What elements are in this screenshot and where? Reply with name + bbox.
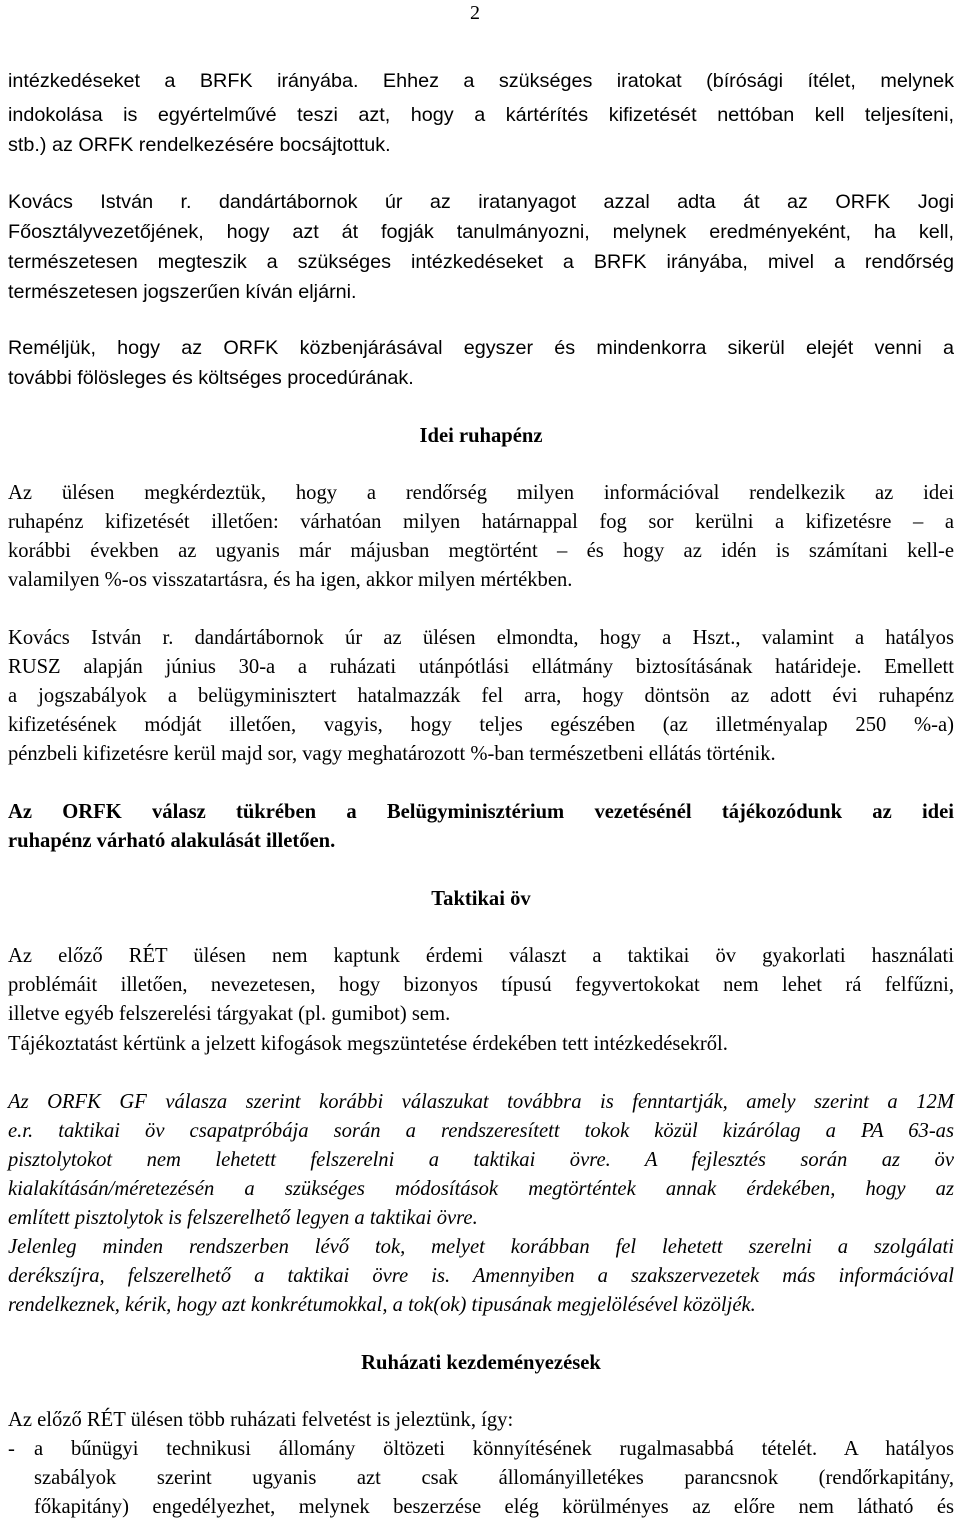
kovacs-line-3: természetesen megteszik a szükséges intézkedéseket a BRFK irányába, mivel a rendőrség <box>8 251 954 273</box>
ruhapenz-p1-line-2: ruhapénz kifizetését illetően: várhatóan milyen határnappal fog sor kerülni a kifizetésre – a <box>8 511 954 533</box>
ruhapenz-p1-line-3: korábbi években az ugyanis már májusban megtörtént – és hogy az idén is számítani kell-e <box>8 540 954 562</box>
ruhapenz-p2-line-1: Kovács István r. dandártábornok úr az ülésen elmondta, hogy a Hszt., valamint a hatályos <box>8 627 954 649</box>
ruhapenz-p2-line-3: a jogszabályok a belügyminisztert hatalmazzák fel arra, hogy döntsön az adott évi ruhapénz <box>8 685 954 707</box>
ov-italic-line-2: e.r. taktikai öv csapatpróbája során a rendszeresített tokok közül kizárólag a PA 63-as <box>8 1120 954 1142</box>
ov-italic-line-7: derékszíjra, felszerelhető a taktikai övre is. Amennyiben a szakszervezetek más információval <box>8 1265 954 1287</box>
ov-p1-line-1: Az előző RÉT ülésen nem kaptunk érdemi választ a taktikai öv gyakorlati használati <box>8 945 954 967</box>
intro-line-3: stb.) az ORFK rendelkezésére bocsájtottuk. <box>8 134 391 156</box>
ov-italic-line-6: Jelenleg minden rendszerben lévő tok, melyet korábban fel lehetett szerelni a szolgálati <box>8 1236 954 1258</box>
kovacs-line-4: természetesen jogszerűen kíván eljárni. <box>8 281 357 303</box>
kovacs-line-1: Kovács István r. dandártábornok úr az iratanyagot azzal adta át az ORFK Jogi <box>8 191 954 213</box>
heading-ruhazati-kezdemenyezesek: Ruházati kezdeményezések <box>361 1352 601 1374</box>
ov-italic-line-1: Az ORFK GF válasza szerint korábbi válaszukat továbbra is fenntartják, amely szerint a 12M <box>8 1091 954 1113</box>
kezdemenyezesek-intro: Az előző RÉT ülésen több ruházati felvetést is jeleztünk, így: <box>8 1409 514 1431</box>
ruhapenz-p2-line-5: pénzbeli kifizetésre kerül majd sor, vagy meghatározott %-ban természetbeni ellátás történik. <box>8 743 776 765</box>
ruhapenz-p2-line-4: kifizetésének módját illetően, vagyis, hogy teljes egészében (az illetményalap 250 %-a) <box>8 714 954 736</box>
heading-taktikai-ov: Taktikai öv <box>431 888 531 910</box>
page-number: 2 <box>470 2 480 24</box>
ov-italic-line-3: pisztolytokot nem lehetett felszerelni a taktikai övre. A fejlesztés során az öv <box>8 1149 954 1171</box>
intro-line-1: intézkedéseket a BRFK irányába. Ehhez a szükséges iratokat (bírósági ítélet, melynek <box>8 70 954 92</box>
ruhapenz-bold-line-2: ruhapénz várható alakulását illetően. <box>8 830 336 852</box>
ruhapenz-bold-line-1: Az ORFK válasz tükrében a Belügyminisztérium vezetésénél tájékozódunk az idei <box>8 801 954 823</box>
intro-line-2: indokolása is egyértelművé teszi azt, hogy a kártérítés kifizetését nettóban kell teljesíteni, <box>8 104 954 126</box>
bullet1-line-1: a bűnügyi technikusi állomány öltözeti könnyítésének rugalmasabbá tételét. A hatályos <box>34 1438 954 1460</box>
remeljuk-line-2: további fölösleges és költséges procedúrának. <box>8 367 414 389</box>
bullet1-line-2: szabályok szerint ugyanis azt csak állományilletékes parancsnok (rendőrkapitány, <box>34 1467 954 1489</box>
ov-italic-line-4: kialakításán/méretezésén a szükséges módosítások megtörténtek annak érdekében, hogy az <box>8 1178 954 1200</box>
ov-p1-line-3: illetve egyéb felszerelési tárgyakat (pl. gumibot) sem. <box>8 1003 451 1025</box>
ov-p1-line-4: Tájékoztatást kértünk a jelzett kifogások megszüntetése érdekében tett intézkedésekről. <box>8 1033 728 1055</box>
ruhapenz-p1-line-4: valamilyen %-os visszatartásra, és ha igen, akkor milyen mértékben. <box>8 569 573 591</box>
ov-italic-line-8: rendelkeznek, kérik, hogy azt konkrétumokkal, a tok(ok) tipusának megjelölésével közöljék. <box>8 1294 756 1316</box>
bullet1-line-3: főkapitány) engedélyezhet, melynek beszerzése elég körülményes az előre nem látható és <box>34 1496 954 1518</box>
heading-idei-ruhapenz: Idei ruhapénz <box>419 425 543 447</box>
ov-italic-line-5: említett pisztolytok is felszerelhető legyen a taktikai övre. <box>8 1207 478 1229</box>
ov-p1-line-2: problémáit illetően, nevezetesen, hogy bizonyos típusú fegyvertokokat nem lehet rá felfűzni, <box>8 974 954 996</box>
kovacs-line-2: Főosztályvezetőjének, hogy azt át fogják tanulmányozni, melynek eredményeként, ha kell, <box>8 221 954 243</box>
ruhapenz-p2-line-2: RUSZ alapján június 30-a a ruházati utánpótlási ellátmány biztosításának határideje. Emellett <box>8 656 954 678</box>
bullet-marker: - <box>8 1438 15 1460</box>
ruhapenz-p1-line-1: Az ülésen megkérdeztük, hogy a rendőrség milyen információval rendelkezik az idei <box>8 482 954 504</box>
remeljuk-line-1: Reméljük, hogy az ORFK közbenjárásával egyszer és mindenkorra sikerül elejét venni a <box>8 337 954 359</box>
